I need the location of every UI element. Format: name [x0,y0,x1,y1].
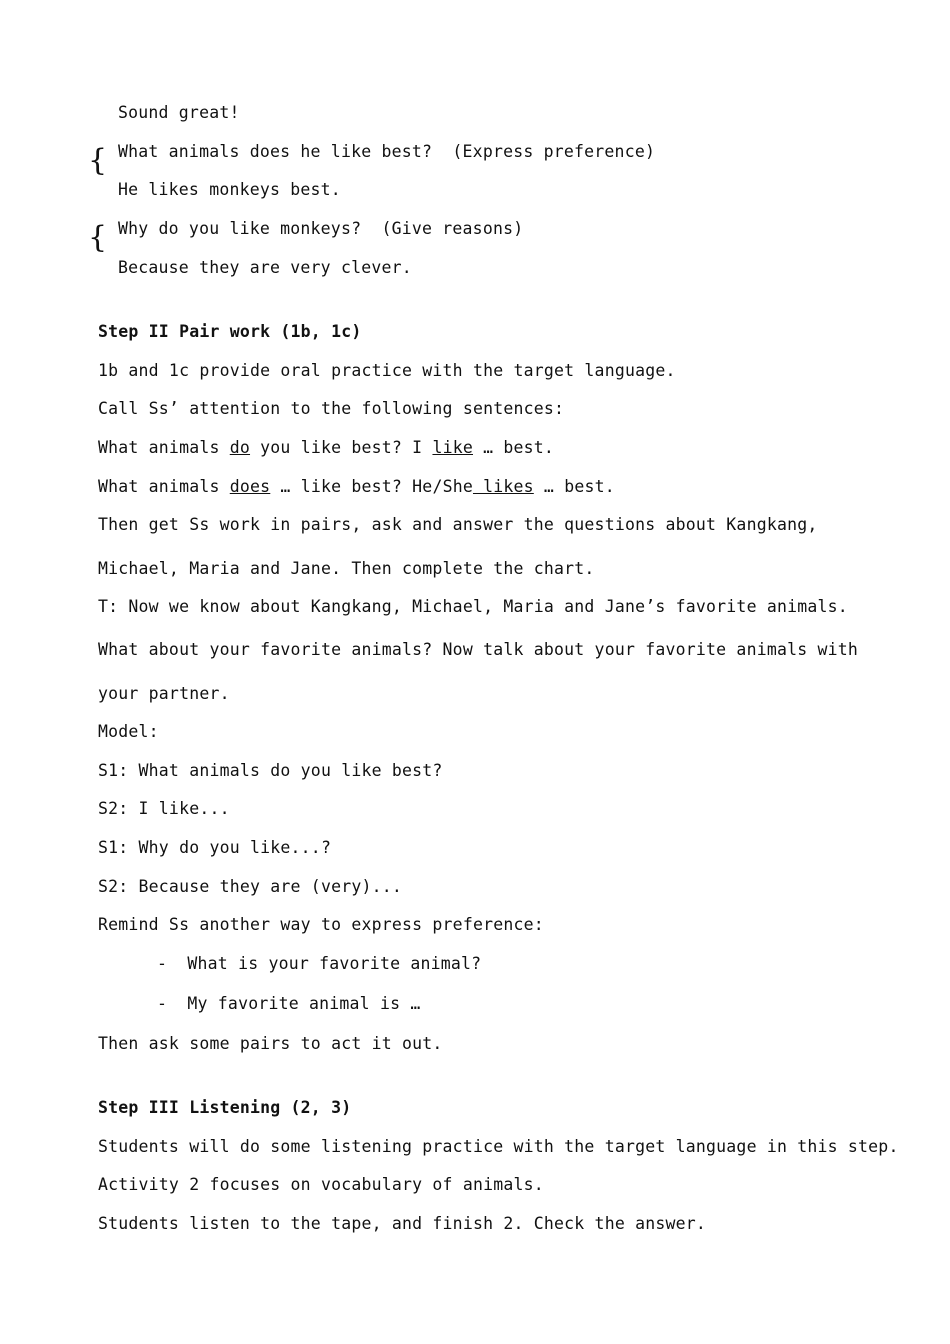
paragraph: T: Now we know about Kangkang, Michael, Maria and Jane’s favorite animals. [98,597,848,616]
paragraph: Students will do some listening practice with the target language in this step. [98,1137,899,1156]
paragraph: Then ask some pairs to act it out. [98,1034,443,1053]
paragraph: Activity 2 focuses on vocabulary of animals. [98,1175,544,1194]
section-heading: Step III Listening (2, 3) [98,1098,352,1117]
dialogue-line: Sound great! [118,103,240,122]
example-sentence: What animals does … like best? He/She likes … best. [98,477,615,496]
paragraph: Then get Ss work in pairs, ask and answer the questions about Kangkang, [98,515,818,534]
dialogue-line: Why do you like monkeys? (Give reasons) [118,219,524,238]
paragraph: Remind Ss another way to express preference: [98,915,544,934]
left-brace-icon: { [88,220,108,255]
dialogue-line: He likes monkeys best. [118,180,341,199]
bullet-item: - My favorite animal is … [157,994,421,1013]
model-line: S2: I like... [98,799,230,818]
dialogue-line: Because they are very clever. [118,258,412,277]
paragraph: 1b and 1c provide oral practice with the target language. [98,361,676,380]
example-sentence: What animals do you like best? I like … best. [98,438,555,457]
paragraph: Call Ss’ attention to the following sentences: [98,399,565,418]
left-brace-icon: { [88,143,108,178]
paragraph: Students listen to the tape, and finish 2. Check the answer. [98,1214,707,1233]
dialogue-line: What animals does he like best? (Express preference) [118,142,656,161]
paragraph: Model: [98,722,159,741]
bullet-item: - What is your favorite animal? [157,954,482,973]
model-line: S1: Why do you like...? [98,838,332,857]
model-line: S2: Because they are (very)... [98,877,403,896]
paragraph: What about your favorite animals? Now talk about your favorite animals with [98,640,859,659]
paragraph: your partner. [98,684,230,703]
model-line: S1: What animals do you like best? [98,761,443,780]
section-heading: Step II Pair work (1b, 1c) [98,322,362,341]
paragraph: Michael, Maria and Jane. Then complete the chart. [98,559,595,578]
